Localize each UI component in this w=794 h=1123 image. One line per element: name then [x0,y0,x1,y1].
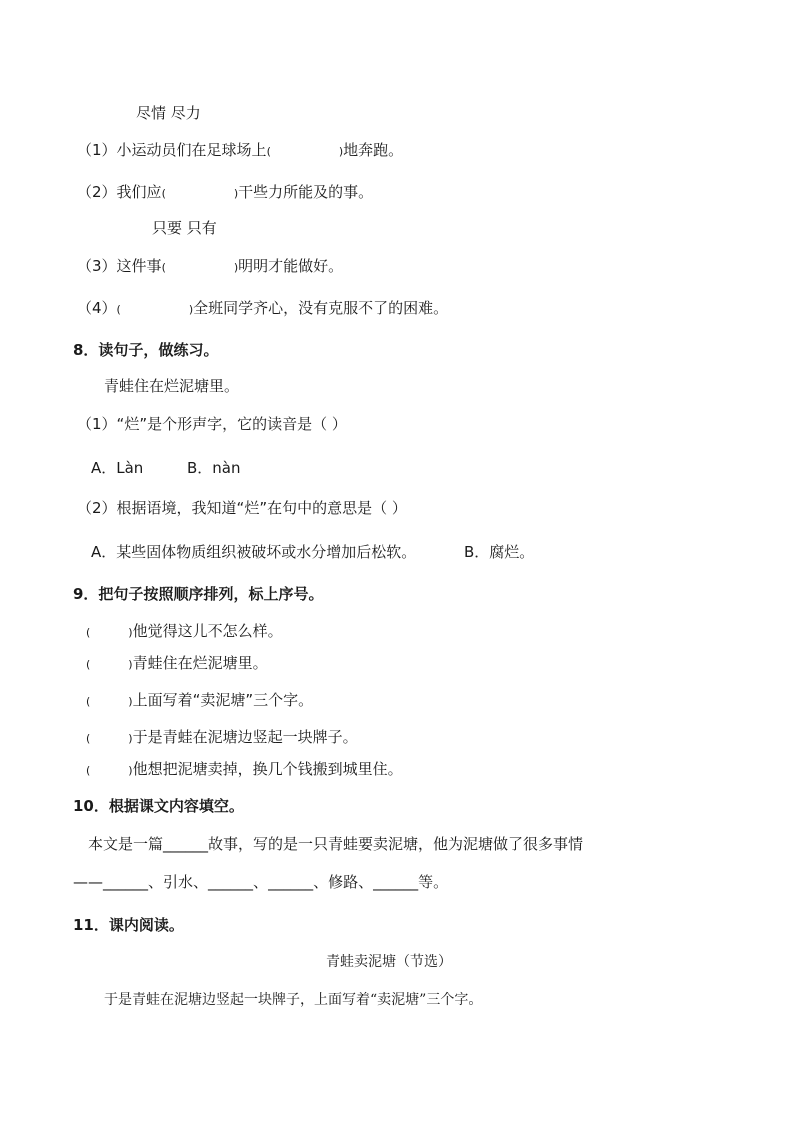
q8-sub-question-2: （2）根据语境，我知道“烂”在句中的意思是（ ） [77,499,407,517]
q10-sep: 、 [148,873,164,891]
q10-text-b: 故事，写的是一只青蛙要卖泥塘，他为泥塘做了很多事情 [208,835,584,853]
blank-close-paren: ) [188,303,194,316]
order-open-paren: ( [86,658,91,671]
order-item-5 [86,759,403,781]
q10-blank-2[interactable]: ______ [208,873,254,891]
q10-word-xiulu: 修路 [328,873,359,891]
q10-line-1 [88,834,583,854]
word-options-2: 只要 只有 [152,219,217,237]
order-sentence: 上面写着“卖泥塘”三个字。 [132,691,314,709]
order-open-paren: ( [86,695,91,708]
order-sentence: 于是青蛙在泥塘边竖起一块牌子。 [132,728,358,746]
question-11-title: 11．课内阅读。 [73,916,184,934]
order-close-paren: ) [128,658,133,671]
order-close-paren: ) [128,732,133,745]
order-open-paren: ( [86,764,91,777]
fill-item-3 [77,256,343,278]
blank-close-paren: ) [233,187,239,200]
q10-line-2 [73,872,448,892]
order-close-paren: ) [128,764,133,777]
q10-dash: —— [73,873,103,891]
blank-close-paren: ) [233,261,239,274]
q8-sub-question-1: （1）“烂”是个形声字，它的读音是（ ） [77,415,347,433]
q10-blank-1[interactable]: ______ [103,873,148,891]
order-close-paren: ) [128,626,133,639]
q10-word-yinshui: 引水 [163,873,194,891]
order-item-2 [86,653,268,675]
order-open-paren: ( [86,732,91,745]
q10-sep: 、 [313,873,329,891]
item-number: （1） [77,141,117,159]
order-item-3 [86,690,313,712]
item-text-before: 小运动员们在足球场上 [116,141,267,159]
question-10-title: 10．根据课文内容填空。 [73,797,244,815]
item-text-after: 全班同学齐心，没有克服不了的困难。 [193,299,449,317]
q10-deng: 等。 [418,873,449,891]
blank-open-paren: ( [161,261,166,274]
order-item-4 [86,727,358,749]
q10-text-a: 本文是一篇 [88,835,164,853]
item-text-after: 干些力所能及的事。 [238,183,374,201]
fill-item-4 [77,298,448,320]
fill-item-1 [77,140,403,162]
order-close-paren: ) [128,695,133,708]
q10-sep: 、 [193,873,209,891]
blank-open-paren: ( [116,303,121,316]
q8-sub2-option-b[interactable]: B．腐烂。 [464,543,535,561]
q10-blank-3[interactable]: ______ [268,873,314,891]
q10-sep: 、 [358,873,374,891]
q8-option-b[interactable]: B．nàn [187,459,241,477]
order-sentence: 青蛙住在烂泥塘里。 [132,654,268,672]
word-options-1: 尽情 尽力 [136,104,201,122]
passage-title: 青蛙卖泥塘（节选） [326,954,452,970]
fill-item-2 [77,182,373,204]
order-open-paren: ( [86,626,91,639]
item-number: （2） [77,183,117,201]
blank-open-paren: ( [161,187,166,200]
q10-blank-genre[interactable]: ______ [163,835,209,853]
item-number: （3） [77,257,117,275]
order-sentence: 他想把泥塘卖掉，换几个钱搬到城里住。 [132,760,403,778]
item-text-after: 明明才能做好。 [238,257,344,275]
blank-open-paren: ( [266,145,271,158]
item-text-after: 地奔跑。 [343,141,404,159]
q8-sentence: 青蛙住在烂泥塘里。 [104,377,240,395]
passage-line-1: 于是青蛙在泥塘边竖起一块牌子，上面写着“卖泥塘”三个字。 [104,992,483,1008]
order-sentence: 他觉得这儿不怎么样。 [132,622,283,640]
question-9-title: 9．把句子按照顺序排列，标上序号。 [73,585,324,603]
item-text-before: 我们应 [116,183,162,201]
q8-option-a[interactable]: A．Làn [91,459,144,477]
q8-sub2-option-a[interactable]: A．某些固体物质组织被破坏或水分增加后松软。 [91,543,417,561]
q10-blank-4[interactable]: ______ [373,873,419,891]
item-text-before: 这件事 [116,257,162,275]
blank-close-paren: ) [338,145,344,158]
question-8-title: 8．读句子，做练习。 [73,341,219,359]
q10-sep: 、 [253,873,269,891]
order-item-1 [86,621,283,643]
item-number: （4） [77,299,117,317]
